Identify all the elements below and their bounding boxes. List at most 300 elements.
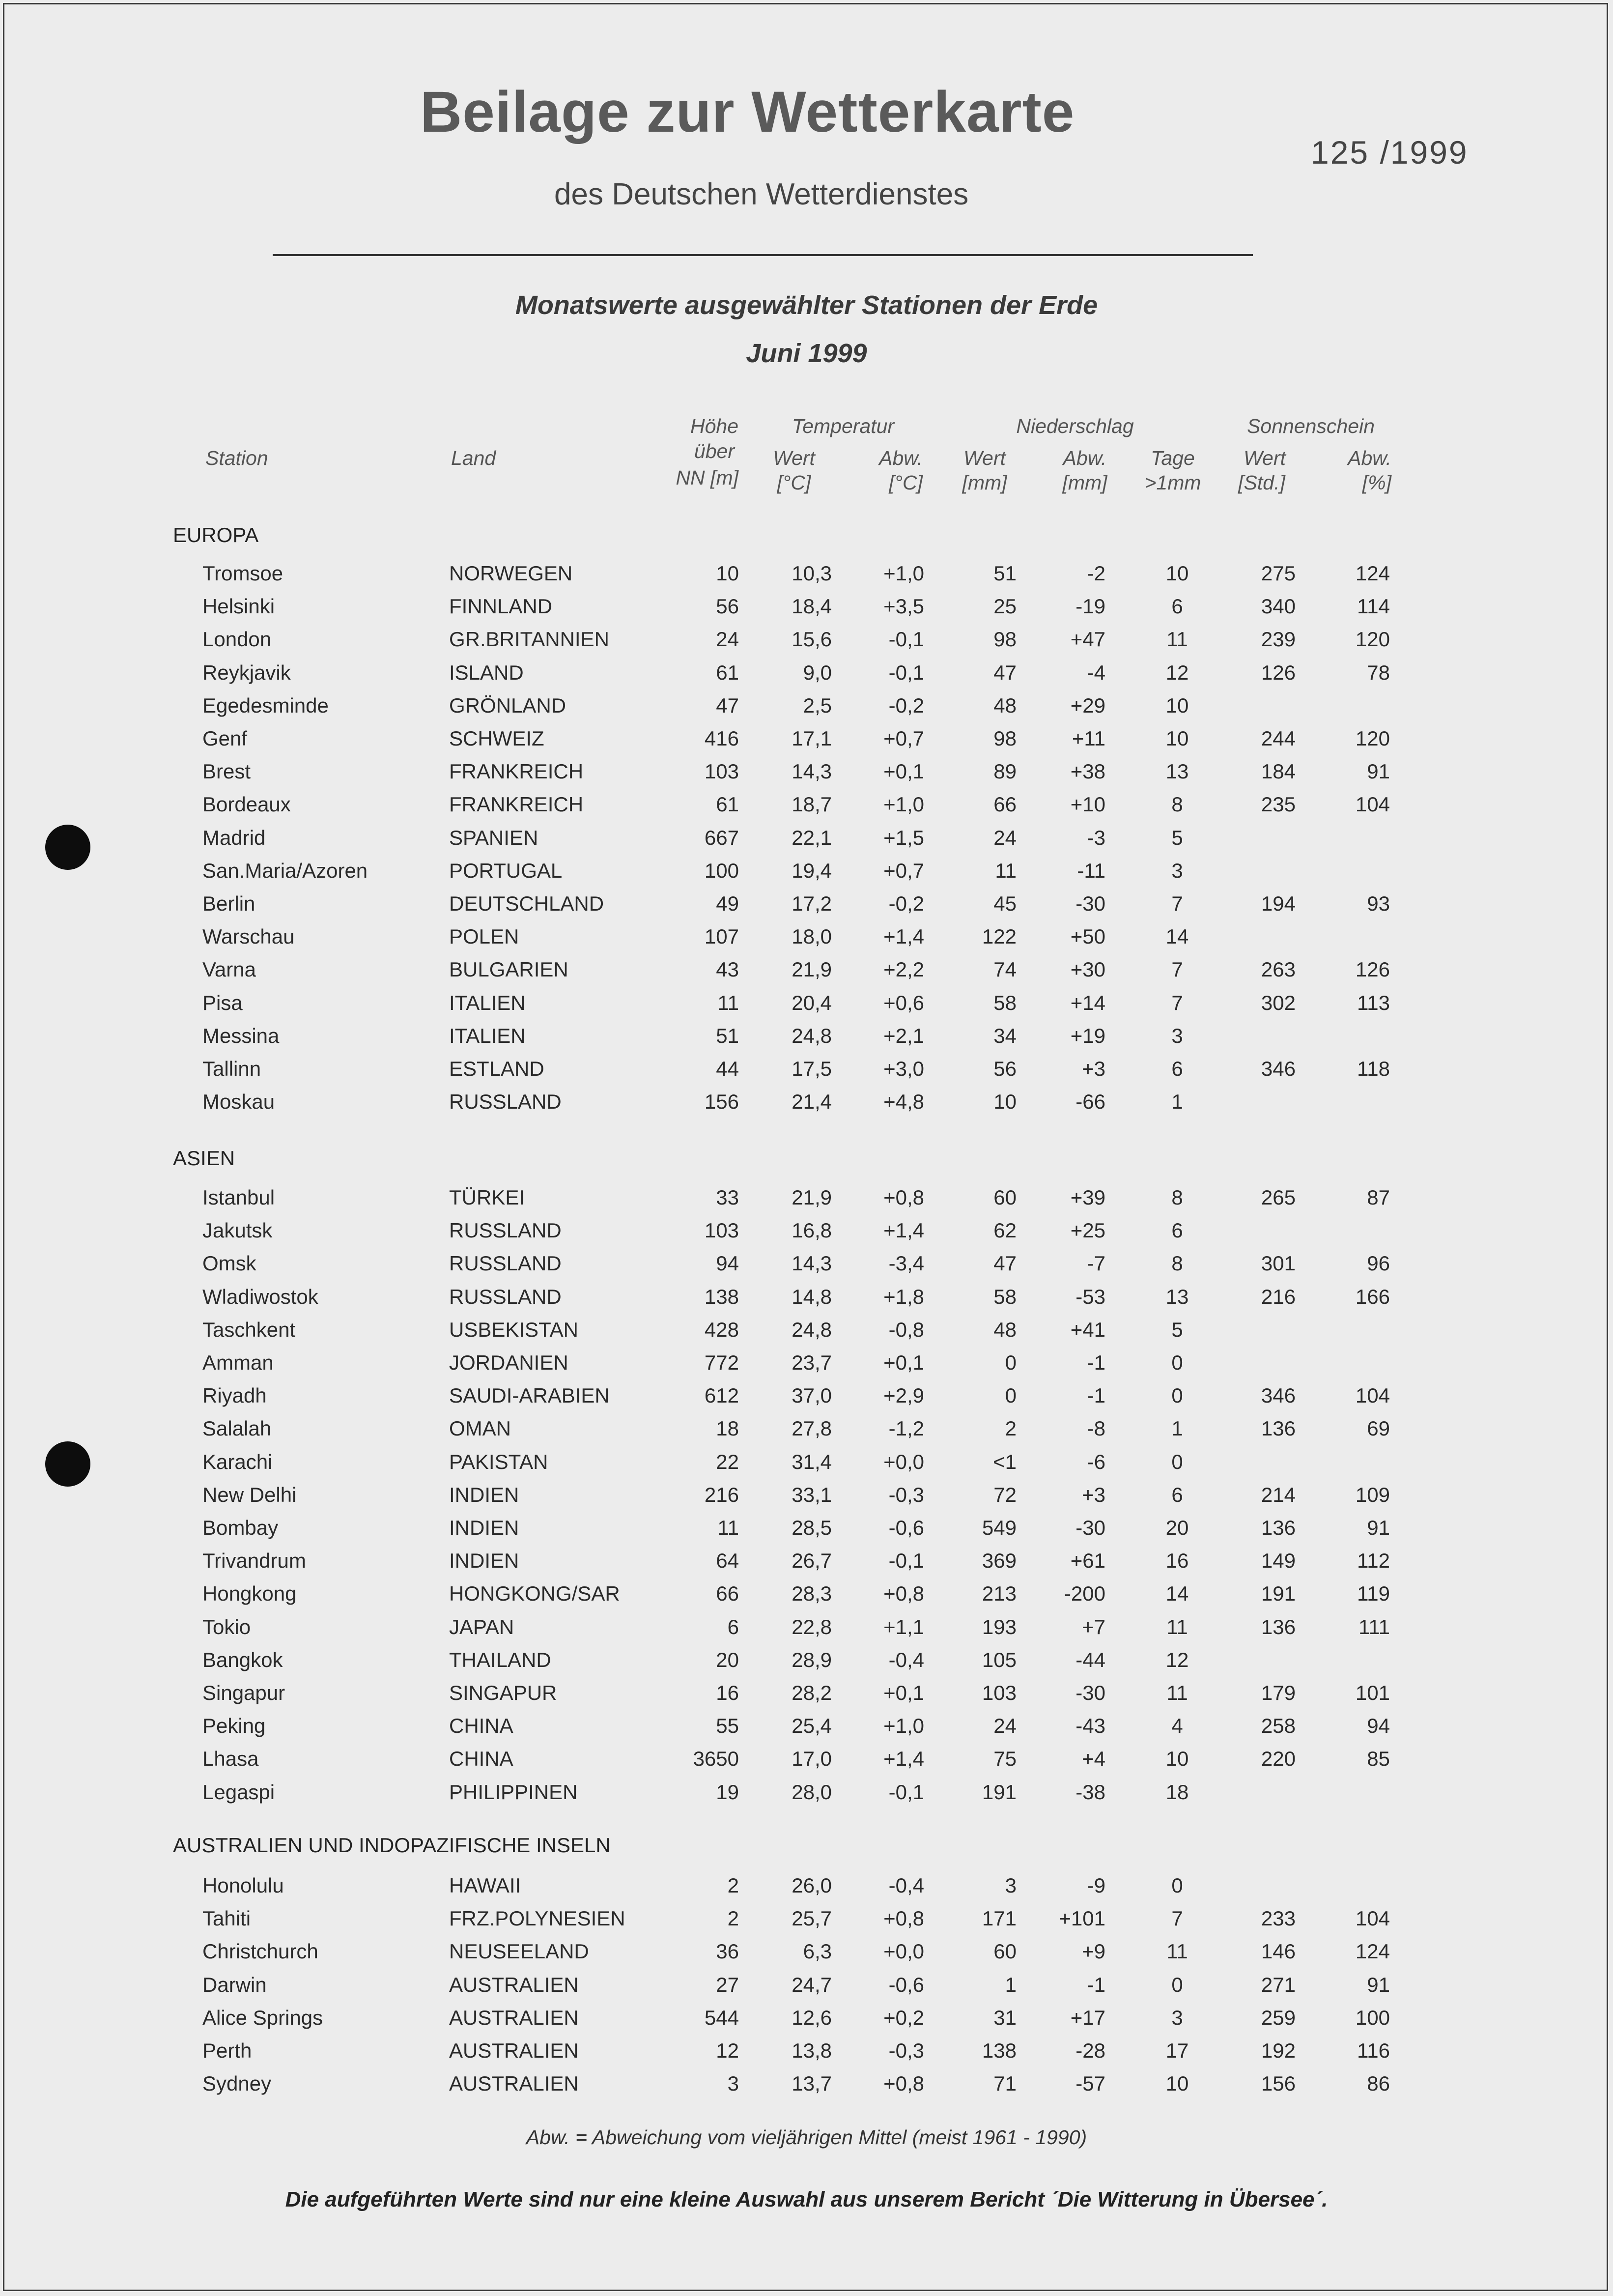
temperature-deviation: +2,1 [883,1024,924,1047]
table-row [0,790,1613,819]
country: FINNLAND [449,595,553,618]
country: ITALIEN [449,1024,526,1047]
temperature-deviation: -0,4 [888,1648,924,1671]
sunshine-value: 194 [1261,892,1296,915]
height-value: 416 [704,727,739,750]
table-row [0,1216,1613,1245]
temperature-value: 13,8 [792,2039,832,2062]
height-value: 612 [704,1384,739,1407]
precipitation-value: <1 [993,1450,1017,1473]
country: FRANKREICH [449,793,584,816]
height-value: 10 [716,562,739,585]
station-name: Reykjavik [202,660,291,684]
header-temperature: Temperatur [792,415,895,437]
precipitation-days: 6 [1171,1483,1183,1506]
height-value: 51 [716,1024,739,1047]
table-row [0,1183,1613,1212]
station-name: Brest [202,760,251,783]
precipitation-value: 191 [982,1780,1017,1804]
country: HONGKONG/SAR [449,1582,620,1606]
height-value: 61 [716,660,739,684]
temperature-deviation: +0,8 [883,2072,924,2095]
station-name: Alice Springs [202,2006,323,2029]
temperature-value: 20,4 [792,991,832,1014]
temperature-value: 25,7 [792,1907,832,1930]
header-sun-value: [Std.] [1238,471,1285,494]
country: CHINA [449,1714,513,1738]
height-value: 33 [716,1186,739,1209]
precipitation-days: 8 [1171,1186,1183,1209]
temperature-value: 17,1 [792,727,832,750]
region-heading: AUSTRALIEN UND INDOPAZIFISCHE INSELN [173,1834,611,1857]
header-sunshine: Sonnenschein [1247,415,1375,437]
height-value: 64 [716,1549,739,1573]
country: JORDANIEN [449,1351,568,1374]
temperature-value: 15,6 [792,628,832,651]
header-height: NN [m] [676,466,738,489]
sunshine-deviation: 96 [1367,1252,1390,1275]
height-value: 18 [716,1417,739,1440]
precipitation-value: 24 [993,826,1017,849]
precipitation-days: 8 [1171,793,1183,816]
sunshine-deviation: 101 [1355,1681,1390,1704]
height-value: 19 [716,1780,739,1804]
sunshine-value: 275 [1261,562,1296,585]
precipitation-deviation: -2 [1087,562,1105,585]
height-value: 61 [716,793,739,816]
precipitation-deviation: +4 [1082,1747,1105,1771]
sunshine-deviation: 124 [1355,1940,1390,1963]
header-prec-deviation: Abw. [1063,447,1107,469]
sunshine-deviation: 87 [1367,1186,1390,1209]
precipitation-days: 5 [1171,1318,1183,1341]
precipitation-days: 14 [1165,925,1189,948]
table-row [0,724,1613,753]
station-name: Istanbul [202,1186,275,1209]
footnote: Die aufgeführten Werte sind nur eine kleine Auswahl aus unserem Bericht ´Die Witterung in Übersee´. [285,2187,1328,2211]
precipitation-value: 58 [993,991,1017,1014]
sunshine-value: 239 [1261,628,1296,651]
precipitation-days: 10 [1165,562,1189,585]
temperature-deviation: +0,0 [883,1450,924,1473]
temperature-deviation: +0,1 [883,1681,924,1704]
station-name: Tahiti [202,1907,251,1930]
station-name: Bombay [202,1516,279,1539]
table-row [0,658,1613,688]
header-temp-value: [°C] [777,471,811,494]
temperature-deviation: +1,0 [883,793,924,816]
sunshine-deviation: 120 [1355,727,1390,750]
sunshine-value: 136 [1261,1516,1296,1539]
temperature-deviation: -0,1 [888,628,924,651]
header-land: Land [451,447,496,469]
station-name: Lhasa [202,1747,259,1771]
sunshine-deviation: 113 [1357,991,1390,1014]
temperature-value: 28,2 [792,1681,832,1704]
height-value: 667 [704,826,739,849]
precipitation-value: 193 [982,1615,1017,1638]
precipitation-days: 10 [1165,727,1189,750]
sunshine-deviation: 104 [1355,1384,1390,1407]
precipitation-value: 89 [993,760,1017,783]
station-name: Tallinn [202,1057,261,1080]
country: CHINA [449,1747,513,1771]
issue-number: 125 /1999 [1311,134,1469,171]
precipitation-deviation: -30 [1075,892,1105,915]
country: PAKISTAN [449,1450,548,1473]
sunshine-value: 191 [1261,1582,1296,1606]
station-name: Moskau [202,1090,275,1114]
precipitation-days: 3 [1171,1024,1183,1047]
height-value: 44 [716,1057,739,1080]
temperature-value: 28,5 [792,1516,832,1539]
temperature-deviation: +1,1 [883,1615,924,1638]
precipitation-deviation: +41 [1070,1318,1105,1341]
precipitation-deviation: +3 [1082,1057,1105,1080]
table-row [0,1871,1613,1900]
station-name: Christchurch [202,1940,318,1963]
precipitation-days: 14 [1165,1582,1189,1606]
temperature-deviation: +1,5 [883,826,924,849]
sunshine-deviation: 93 [1367,892,1390,915]
precipitation-value: 31 [993,2006,1017,2029]
temperature-deviation: -0,2 [888,693,924,717]
precipitation-value: 72 [993,1483,1017,1506]
temperature-deviation: -0,2 [888,892,924,915]
temperature-deviation: -0,8 [888,1318,924,1341]
table-row [0,625,1613,654]
temperature-value: 16,8 [792,1219,832,1242]
station-name: Tromsoe [202,562,283,585]
country: SPANIEN [449,826,538,849]
country: AUSTRALIEN [449,2039,579,2062]
sunshine-deviation: 166 [1355,1285,1390,1308]
height-value: 3650 [693,1747,739,1771]
station-name: Jakutsk [202,1219,273,1242]
temperature-deviation: -0,3 [888,2039,924,2062]
precipitation-deviation: +10 [1070,793,1105,816]
station-name: Egedesminde [202,693,329,717]
temperature-deviation: +1,0 [883,562,924,585]
precipitation-value: 47 [993,660,1017,684]
sunshine-value: 233 [1261,1907,1296,1930]
precipitation-deviation: +50 [1070,925,1105,948]
sunshine-value: 244 [1261,727,1296,750]
table-row [0,1937,1613,1966]
height-value: 156 [704,1090,739,1114]
precipitation-value: 2 [1005,1417,1017,1440]
station-name: Pisa [202,991,243,1014]
precipitation-deviation: +3 [1082,1483,1105,1506]
country: NORWEGEN [449,562,573,585]
sunshine-deviation: 100 [1355,2006,1390,2029]
table-row [0,1480,1613,1510]
temperature-deviation: -0,3 [888,1483,924,1506]
table-row [0,1711,1613,1741]
precipitation-days: 6 [1171,595,1183,618]
precipitation-deviation: +25 [1070,1219,1105,1242]
sunshine-value: 146 [1261,1940,1296,1963]
sunshine-value: 220 [1261,1747,1296,1771]
precipitation-days: 0 [1171,1351,1183,1374]
country: GRÖNLAND [449,693,566,717]
temperature-deviation: +1,4 [883,1219,924,1242]
precipitation-value: 98 [993,628,1017,651]
temperature-deviation: -0,1 [888,1780,924,1804]
station-name: Peking [202,1714,266,1738]
table-row [0,1579,1613,1608]
height-value: 47 [716,693,739,717]
country: BULGARIEN [449,958,568,981]
height-value: 24 [716,628,739,651]
precipitation-value: 34 [993,1024,1017,1047]
sunshine-deviation: 109 [1355,1483,1390,1506]
station-name: Messina [202,1024,280,1047]
country: AUSTRALIEN [449,2072,579,2095]
precipitation-value: 60 [993,1940,1017,1963]
precipitation-deviation: +29 [1070,693,1105,717]
station-name: Madrid [202,826,266,849]
header-prec-value: Wert [963,447,1006,469]
height-value: 2 [727,1907,739,1930]
precipitation-deviation: -66 [1075,1090,1105,1114]
precipitation-deviation: -1 [1087,1384,1105,1407]
station-name: Bordeaux [202,793,291,816]
precipitation-days: 0 [1171,1450,1183,1473]
temperature-value: 13,7 [792,2072,832,2095]
precipitation-days: 12 [1165,660,1189,684]
precipitation-value: 10 [993,1090,1017,1114]
precipitation-value: 171 [982,1907,1017,1930]
precipitation-value: 0 [1005,1351,1017,1374]
temperature-deviation: +4,8 [883,1090,924,1114]
precipitation-days: 11 [1166,628,1188,651]
precipitation-deviation: -28 [1075,2039,1105,2062]
header-sun-deviation: Abw. [1348,447,1391,469]
precipitation-days: 10 [1165,693,1189,717]
precipitation-days: 12 [1165,1648,1189,1671]
header-prec-value: [mm] [962,471,1007,494]
height-value: 544 [704,2006,739,2029]
table-row [0,1778,1613,1807]
table-row [0,1447,1613,1477]
temperature-deviation: -0,4 [888,1874,924,1897]
precipitation-deviation: -8 [1087,1417,1105,1440]
country: INDIEN [449,1549,519,1573]
table-row [0,1678,1613,1708]
temperature-deviation: +0,1 [883,1351,924,1374]
country: INDIEN [449,1516,519,1539]
height-value: 16 [716,1681,739,1704]
precipitation-days: 3 [1171,859,1183,882]
header-temp-deviation: [°C] [889,471,923,494]
precipitation-days: 13 [1165,1285,1189,1308]
temperature-deviation: +0,7 [883,727,924,750]
height-value: 100 [704,859,739,882]
table-row [0,1645,1613,1675]
station-name: Warschau [202,925,295,948]
height-value: 216 [704,1483,739,1506]
temperature-deviation: +0,7 [883,859,924,882]
header-divider [273,254,1253,256]
table-row [0,1021,1613,1051]
header-height: Höhe [690,415,738,437]
precipitation-days: 6 [1171,1057,1183,1080]
sunshine-deviation: 104 [1355,793,1390,816]
precipitation-value: 11 [995,859,1017,882]
temperature-deviation: +0,1 [883,760,924,783]
precipitation-days: 11 [1166,1940,1188,1963]
precipitation-days: 20 [1165,1516,1189,1539]
precipitation-value: 51 [993,562,1017,585]
height-value: 12 [716,2039,739,2062]
temperature-value: 28,9 [792,1648,832,1671]
temperature-value: 17,5 [792,1057,832,1080]
station-name: Amman [202,1351,274,1374]
sunshine-value: 265 [1261,1186,1296,1209]
temperature-value: 2,5 [803,693,832,717]
station-name: Tokio [202,1615,251,1638]
height-value: 66 [716,1582,739,1606]
temperature-value: 10,3 [792,562,832,585]
country: SINGAPUR [449,1681,557,1704]
precipitation-value: 1 [1005,1973,1017,1996]
height-value: 6 [727,1615,739,1638]
precipitation-days: 18 [1165,1780,1189,1804]
table-row [0,1282,1613,1312]
country: RUSSLAND [449,1252,562,1275]
station-name: Bangkok [202,1648,283,1671]
sunshine-deviation: 104 [1355,1907,1390,1930]
sunshine-value: 259 [1261,2006,1296,2029]
header-prec-deviation: [mm] [1062,471,1107,494]
table-row [0,889,1613,918]
temperature-value: 21,9 [792,1186,832,1209]
precipitation-days: 7 [1171,991,1183,1014]
height-value: 94 [716,1252,739,1275]
temperature-value: 28,0 [792,1780,832,1804]
table-row [0,1970,1613,2000]
precipitation-deviation: -30 [1075,1681,1105,1704]
height-value: 772 [704,1351,739,1374]
country: OMAN [449,1417,511,1440]
sunshine-deviation: 111 [1358,1615,1390,1638]
precipitation-days: 3 [1171,2006,1183,2029]
header-station: Station [205,447,268,469]
precipitation-value: 549 [982,1516,1017,1539]
temperature-value: 14,3 [792,1252,832,1275]
sunshine-deviation: 112 [1357,1549,1390,1573]
temperature-deviation: +0,2 [883,2006,924,2029]
precipitation-days: 13 [1165,760,1189,783]
sunshine-deviation: 114 [1357,595,1390,618]
region-heading: ASIEN [173,1147,235,1170]
sunshine-value: 192 [1261,2039,1296,2062]
precipitation-deviation: +47 [1070,628,1105,651]
sunshine-value: 340 [1261,595,1296,618]
region-heading: EUROPA [173,523,259,546]
precipitation-value: 74 [993,958,1017,981]
precipitation-value: 369 [982,1549,1017,1573]
sunshine-value: 156 [1261,2072,1296,2095]
station-name: Varna [202,958,256,981]
sunshine-value: 235 [1261,793,1296,816]
temperature-value: 19,4 [792,859,832,882]
table-row [0,559,1613,588]
country: HAWAII [449,1874,521,1897]
station-name: Legaspi [202,1780,275,1804]
temperature-deviation: +3,0 [883,1057,924,1080]
table-row [0,1348,1613,1378]
country: RUSSLAND [449,1219,562,1242]
header-precipitation: Niederschlag [1016,415,1134,437]
temperature-value: 21,4 [792,1090,832,1114]
temperature-value: 25,4 [792,1714,832,1738]
country: AUSTRALIEN [449,1973,579,1996]
temperature-deviation: -3,4 [888,1252,924,1275]
table-row [0,2069,1613,2098]
precipitation-deviation: +38 [1070,760,1105,783]
height-value: 36 [716,1940,739,1963]
precipitation-days: 1 [1171,1417,1183,1440]
precipitation-days: 17 [1165,2039,1189,2062]
sunshine-deviation: 91 [1367,1516,1390,1539]
temperature-value: 31,4 [792,1450,832,1473]
country: RUSSLAND [449,1090,562,1114]
precipitation-deviation: +61 [1070,1549,1105,1573]
station-name: Singapur [202,1681,285,1704]
precipitation-days: 7 [1171,1907,1183,1930]
sunshine-value: 271 [1261,1973,1296,1996]
header-height: über [694,440,735,462]
country: PORTUGAL [449,859,563,882]
table-row [0,757,1613,786]
precipitation-deviation: +11 [1072,727,1105,750]
temperature-deviation: -0,6 [888,1516,924,1539]
table-row [0,2036,1613,2066]
precipitation-deviation: -7 [1087,1252,1105,1275]
precipitation-deviation: +7 [1082,1615,1105,1638]
precipitation-value: 47 [993,1252,1017,1275]
temperature-value: 17,2 [792,892,832,915]
table-title: Monatswerte ausgewählter Stationen der Erde [515,290,1098,320]
height-value: 2 [727,1874,739,1897]
sunshine-value: 302 [1261,991,1296,1014]
height-value: 49 [716,892,739,915]
precipitation-value: 62 [993,1219,1017,1242]
precipitation-value: 24 [993,1714,1017,1738]
sunshine-deviation: 116 [1357,2039,1390,2062]
temperature-value: 23,7 [792,1351,832,1374]
precipitation-deviation: -6 [1087,1450,1105,1473]
station-name: Trivandrum [202,1549,306,1573]
height-value: 27 [716,1973,739,1996]
temperature-deviation: -0,1 [888,1549,924,1573]
precipitation-days: 5 [1171,826,1183,849]
precipitation-days: 0 [1171,1973,1183,1996]
station-name: Genf [202,727,248,750]
country: FRZ.POLYNESIEN [449,1907,625,1930]
sunshine-value: 258 [1261,1714,1296,1738]
sunshine-value: 136 [1261,1417,1296,1440]
table-row [0,1546,1613,1576]
sunshine-value: 346 [1261,1057,1296,1080]
country: TÜRKEI [449,1186,525,1209]
precipitation-value: 71 [993,2072,1017,2095]
sunshine-value: 301 [1261,1252,1296,1275]
sunshine-deviation: 119 [1357,1582,1390,1606]
table-row [0,2003,1613,2033]
